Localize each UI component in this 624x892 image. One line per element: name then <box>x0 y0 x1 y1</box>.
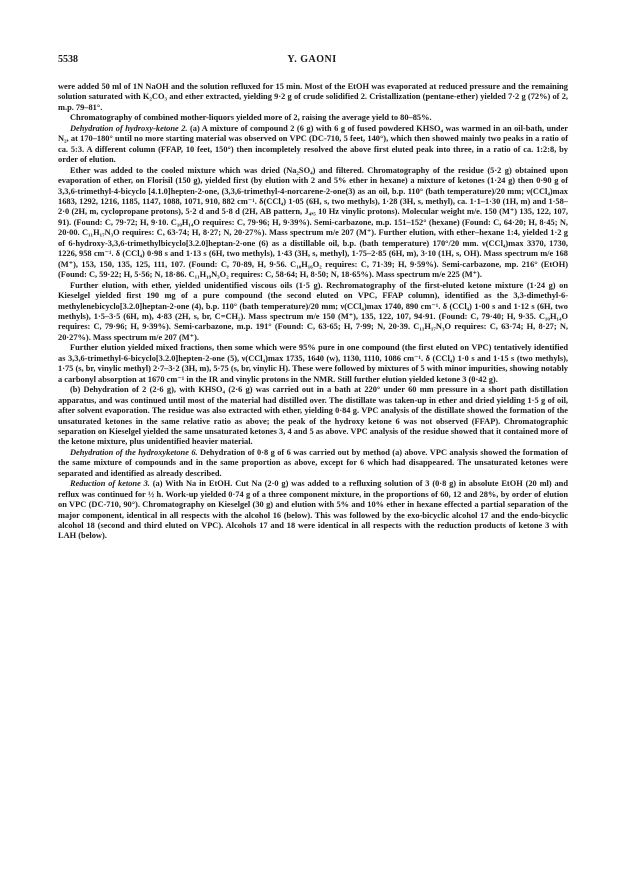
paragraph-lead: Dehydration of hydroxy-ketone 2. <box>70 123 188 133</box>
paragraph-text: Chromatography of combined mother-liquors yielded more of 2, raising the average yield to 80–85%. <box>70 113 432 123</box>
paragraph-p8 <box>58 448 568 479</box>
paragraph-text: (a) A mixture of compound 2 (6 g) with 6 g of fused powdered KHSO₄ was warmed in an oil-bath, under N₂, at 170–180° until no more starting material was observed on VPC (DC-710, 5 feet, 140°), which then showed mainly two peaks in a ratio of ca. 5:3. A different column (FFAP, 10 feet, 150°) then incompletely resolved the above first eluted peak into three, in a ratio of ca. 1:2:8, by order of elution. <box>58 123 569 165</box>
paragraph-p6 <box>58 343 568 385</box>
paragraph-text: Further elution yielded mixed fractions, then some which were 95% pure in one compound (the first eluted on VPC) tentatively identified as 3,3,6-trimethyl-6-bicyclo[3.2.0]hepten-2-one (5), ν(CCl₄)max 1735, 1640 (w), 1130, 1110, 1086 cm⁻¹. δ (CCl₄) 1·0 s and 1·15 s (two methyls), 1·75 (s, br, vinylic methyl) 2·7–3·2 (3H, m), 5·75 (s, br, vinylic H). These were followed by mixtures of 5 with minor impurities, showing notably a carbonyl absorption at 1670 cm⁻¹ in the IR and vinylic protons in the NMR. Still further elution yielded ketone 3 (0·42 g). <box>58 343 568 384</box>
paragraph-p7 <box>58 385 568 448</box>
article-body <box>58 82 568 542</box>
author-name: Y. GAONI <box>287 54 337 65</box>
paragraph-p2 <box>58 113 568 123</box>
paragraph-lead: Dehydration of the hydroxyketone 6. <box>70 447 198 457</box>
running-header <box>58 54 566 68</box>
paragraph-p4 <box>58 166 568 281</box>
paragraph-text: were added 50 ml of 1N NaOH and the solution refluxed for 15 min. Most of the EtOH was evaporated at reduced pressure and the remaining solution saturated with K₂CO₃ and ether extracted, yielding 9·2 g of crude solidified 2. Cristallization (pentane-ether) yielded 7·2 g (72%) of 2, m.p. 79–81°. <box>58 82 568 112</box>
paragraph-p5 <box>58 281 568 344</box>
paragraph-p1 <box>58 82 568 113</box>
paragraph-text: (b) Dehydration of 2 (2·6 g), with KHSO₄ (2·6 g) was carried out in a bath at 220° under 60 mm pressure in a short path distillation apparatus, and was continued until most of the material had distilled over. The distillate was taken-up in ether and dried yielding 1·5 g of oil, after solvent evaporation. The residue was also extracted with ether, yielding 0·84 g. VPC analysis of the distillate showed the formation of the unsaturated ketones in the same relative ratio as above; the peak of the hydroxy ketone 6 was not observed (FFAP). Chromatographic separation on Kieselgel yielded the same unsaturated ketones 3, 4 and 5 as above. VPC analysis of the residue showed that it contained more of the ketone mixture, plus unidentified heavier material. <box>58 385 568 447</box>
paragraph-text: Further elution, with ether, yielded unidentified viscous oils (1·5 g). Rechromatography of the first-eluted ketone mixture (1·24 g) on Kieselgel yielded first 190 mg of a pure compound (the second eluted on VPC, FFAP column), identified as the 3,3-dimethyl-6-methylenebicyclo[3.2.0]heptan-2-one (4), b.p. 110° (bath temperature)/20 mm; ν(CCl₄)max 1740, 890 cm⁻¹. δ (CCl₄) 1·00 s and 1·12 s (6H, two methyls), 1·5–3·5 (6H, m), 4·83 (2H, s, br, C=CH₂). Mass spectrum m/e 150 (M⁺), 135, 122, 107, 94·91. (Found: C, 79·40; H, 9·35. C₁₀H₁₄O requires: C, 79·96; H, 9·39%). Semi-carbazone, m.p. 191° (Found: C, 63·65; H, 7·99; N, 20·39. C₁₁H₁₇N₃O requires: C, 63·74; H, 8·27; N, 20·27%). Mass spectrum m/e 207 (M⁺). <box>58 280 568 342</box>
paragraph-lead: Reduction of ketone 3. <box>70 479 150 489</box>
paragraph-text: (a) With Na in EtOH. Cut Na (2·0 g) was added to a refluxing solution of 3 (0·8 g) in absolute EtOH (20 ml) and reflux was continued for ½ h. Work-up yielded 0·74 g of a three component mixture, in the proportions of 60, 12 and 28%, by order of elution on VPC (DC-710, 90°). Chromatography on Kieselgel (30 g) and elution with 5% and 10% ether in hexane effected a partial separation of the major component, identical in all respects with the alcohol 16 (below). This was followed by the exo-bicyclic alcohol 17 and the endo-bicyclic alcohol 18 (second and third eluted on VPC). Alcohols 17 and 18 were identical in all respects with the reduction products of ketone 3 with LAH (below). <box>58 479 568 541</box>
paragraph-text: Ether was added to the cooled mixture which was dried (Na₂SO₄) and filtered. Chromatography of the residue (5·2 g) obtained upon evaporation of ether, on Florisil (150 g), yielded first (by elution with 2 and 5% ether in hexane) a mixture of ketones (1·24 g) then 0·90 g of 3,3,6-trimethyl-4-bicyclo [4.1.0]hepten-2-one, (3,3,6-trimethyl-4-norcarene-2-one(3) as an oil, b.p. 110° (bath temperature)/20 mm; ν(CCl₄)max 1683, 1292, 1216, 1185, 1147, 1088, 1071, 910, 882 cm⁻¹. δ(CCl₄) 1·05 (6H, s, two methyls), 1·28 (3H, s, methyl), ca. 1·1–1·30 (1H, m) and 1·58–2·0 (2H, m, cyclopropane protons), 5·2 d and 5·8 d (2H, AB pattern, J₄,₅ 10 Hz vinylic protons). Molecular weight m/e. 150 (M⁺) 135, 122, 107, 91). (Found: C, 79·72; H, 9·10. C₁₀H₁₄O requires: C, 79·96; H, 9·39%). Semi-carbazone, m.p. 151–152° (hexane) (Found: C, 64·20; H, 8·45; N, 20·00. C₁₁H₁₇N₃O requires: C, 63·74; H, 8·27; N, 20·27%). Mass spectrum m/e 207 (M⁺). Further elution, with ether–hexane 1:4, yielded 1·2 g of 6-hydroxy-3,3,6-trimethylbicyclo[3.2.0]heptan-2-one (6) as a distillable oil, b.p. (bath temperature) 170°/20 mm. ν(CCl₄)max 3370, 1730, 1226, 958 cm⁻¹. δ (CCl₄) 0·98 s and 1·13 s (6H, two methyls), 1·43 (3H, s, methyl), 1·75–2·85 (6H, m), 3·10 (1H, s, OH). Mass spectrum m/e 168 (M⁺), 153, 150, 135, 125, 111, 107. (Found: C, 70·89, H, 9·56. C₁₀H₁₆O₂ requires: C, 71·39; H, 9·59%). Semi-carbazone, mp. 216° (EtOH) (Found: C, 59·22; H, 5·56; N, 18·86. C₁₁H₁₉N₃O₂ requires: C, 58·64; H, 8·50; N, 18·65%). Mass spectrum m/e 225 (M⁺). <box>58 165 568 280</box>
paragraph-p9 <box>58 479 568 542</box>
page-number: 5538 <box>58 54 78 65</box>
paragraph-text: Dehydration of 0·8 g of 6 was carried out by method (a) above. VPC analysis showed the formation of the same mixture of compounds and in the same proportion as above, except for 6 which had disappeared. The unsaturated ketones were separated and identified as already described. <box>58 447 568 478</box>
paragraph-p3 <box>58 124 568 166</box>
